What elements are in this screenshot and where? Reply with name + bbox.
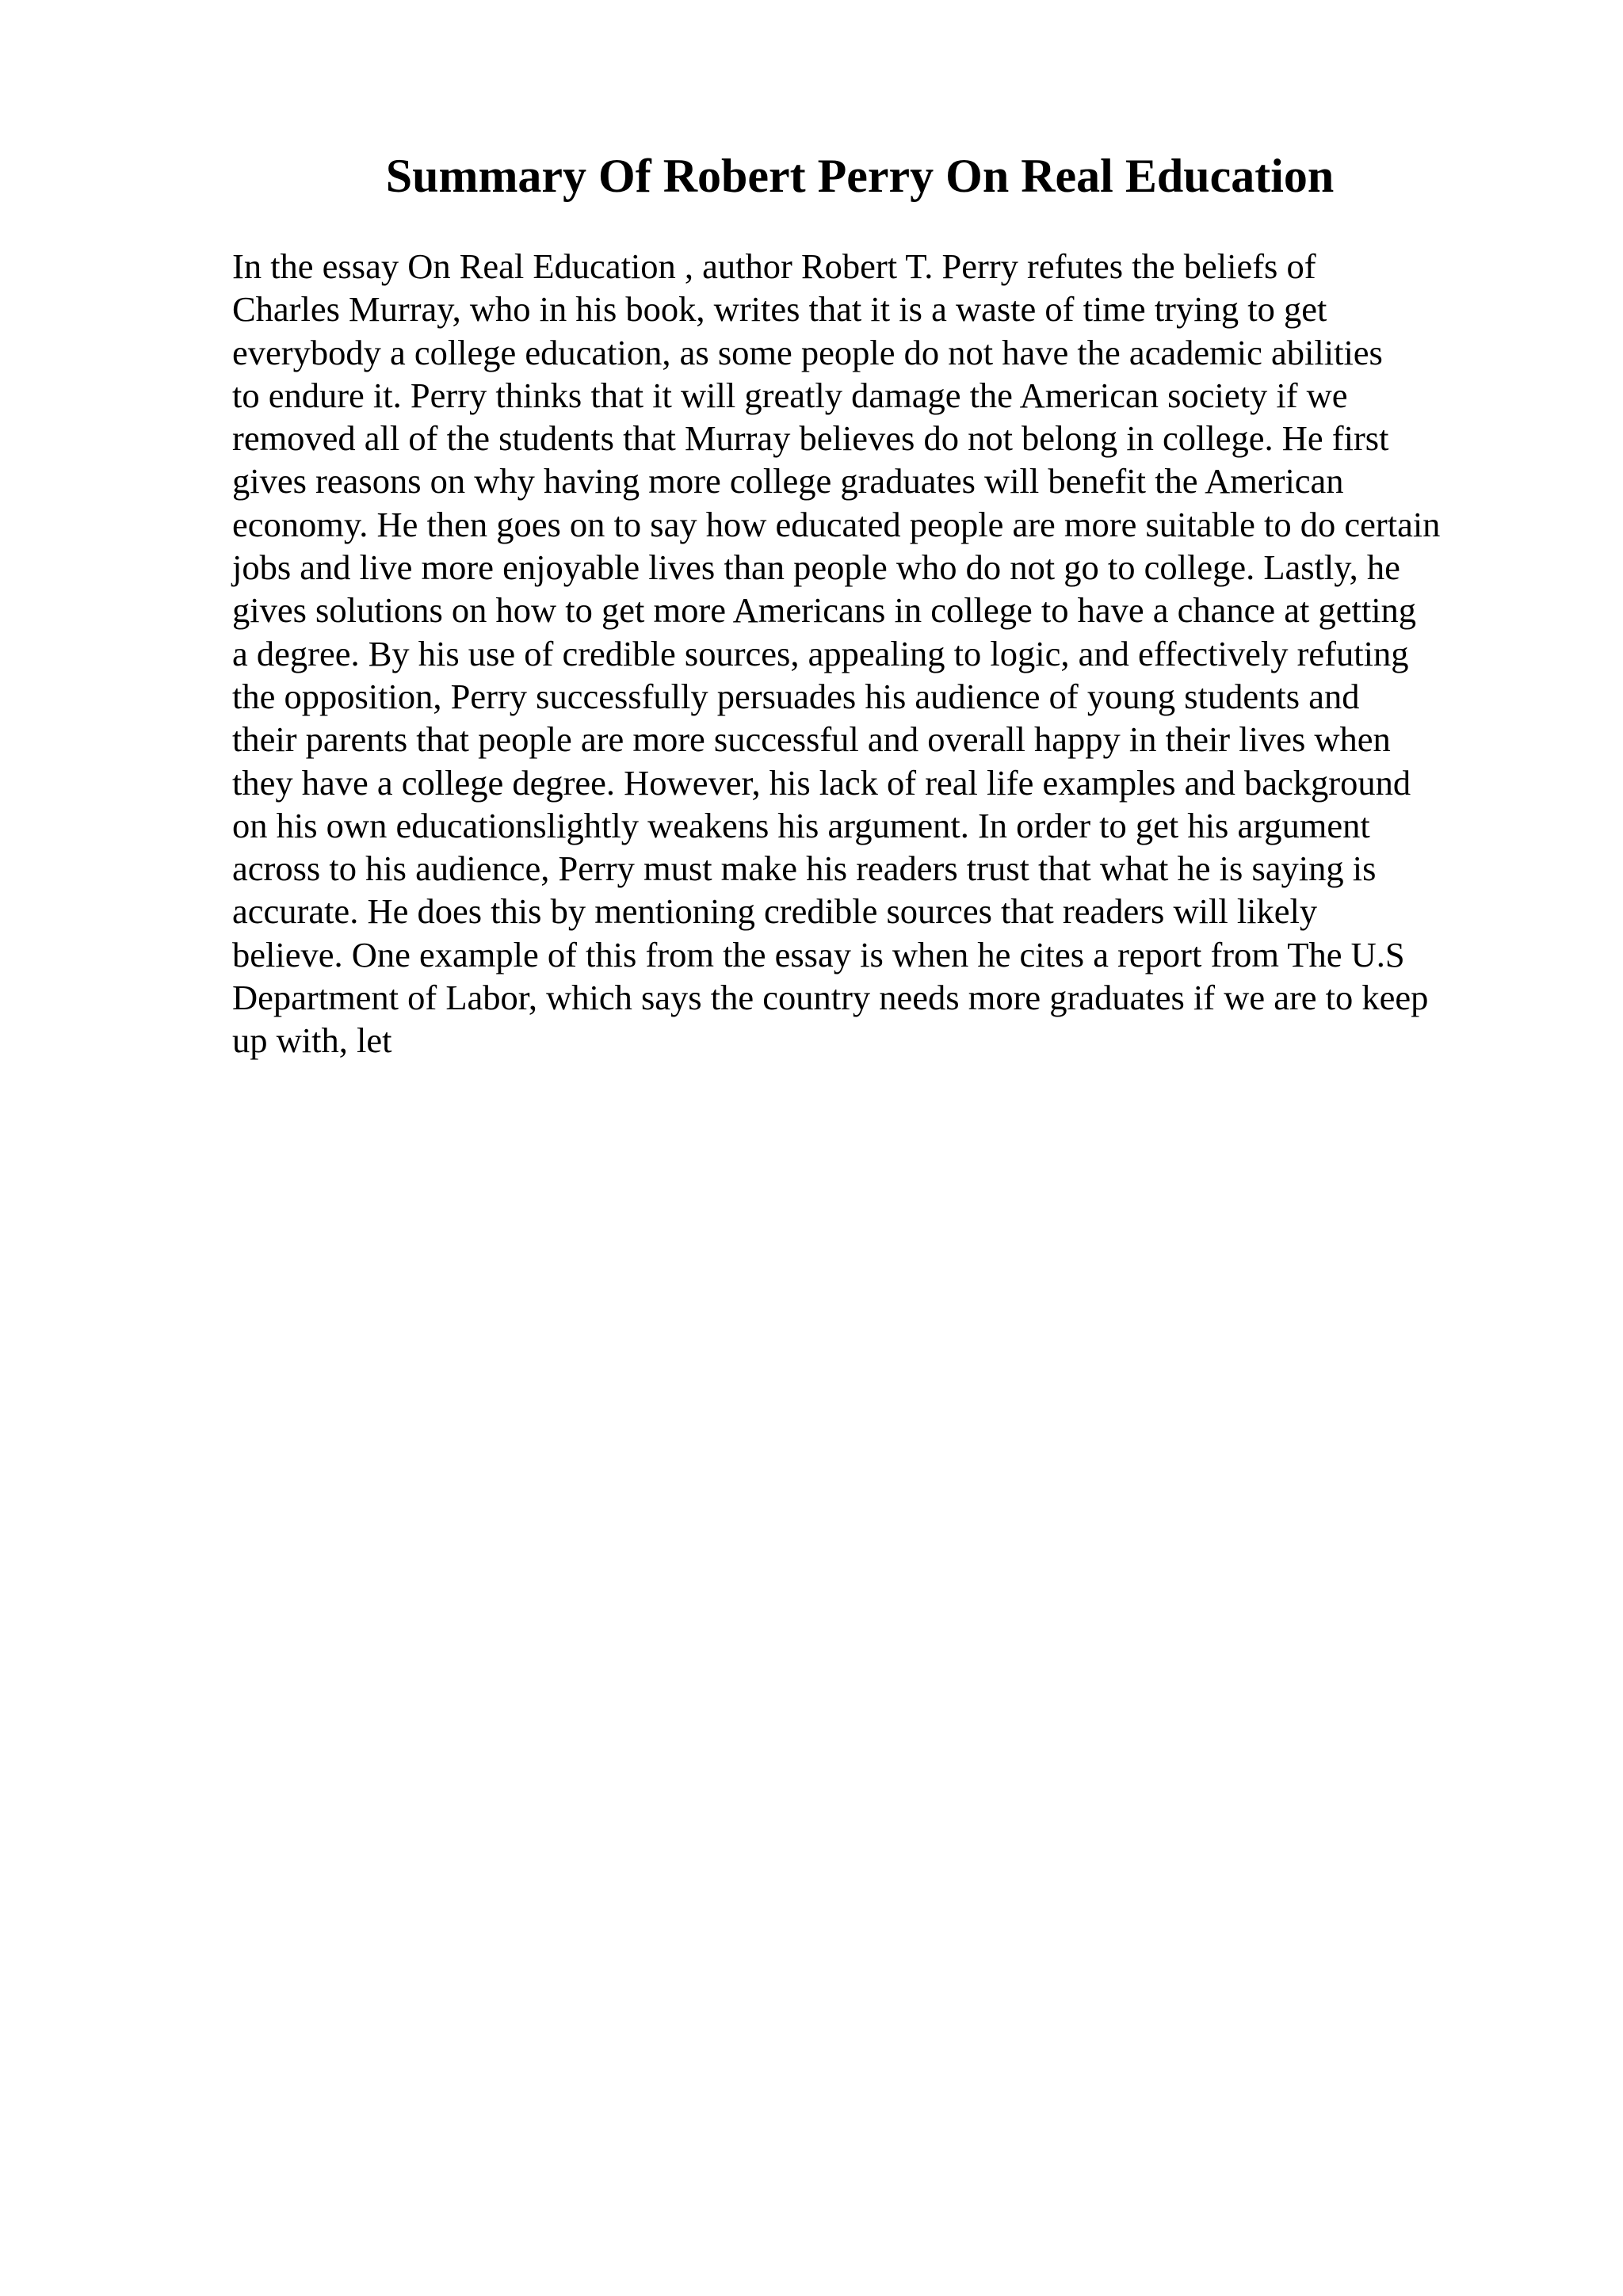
text-line: In the essay On Real Education , author Robert T. Perry refutes the beliefs of xyxy=(232,246,1316,286)
body-paragraph xyxy=(232,245,1532,1062)
text-line: gives reasons on why having more college graduates will benefit the American xyxy=(232,461,1344,502)
text-line: on his own educationslightly weakens his argument. In order to get his argument xyxy=(232,805,1370,845)
text-line: the opposition, Perry successfully persuades his audience of young students and xyxy=(232,676,1360,716)
text-line: removed all of the students that Murray believes do not belong in college. He first xyxy=(232,418,1389,459)
text-line: across to his audience, Perry must make his readers trust that what he is saying is xyxy=(232,849,1377,889)
document-title: Summary Of Robert Perry On Real Education xyxy=(385,150,1335,202)
text-line: Department of Labor, which says the country needs more graduates if we are to keep xyxy=(232,978,1429,1018)
text-line: their parents that people are more successful and overall happy in their lives when xyxy=(232,719,1391,760)
text-line: everybody a college education, as some people do not have the academic abilities xyxy=(232,332,1383,372)
text-line: jobs and live more enjoyable lives than people who do not go to college. Lastly, he xyxy=(232,547,1400,588)
text-line: a degree. By his use of credible sources, appealing to logic, and effectively refuting xyxy=(232,633,1409,673)
text-line: they have a college degree. However, his lack of real life examples and background xyxy=(232,762,1411,803)
text-line: Charles Murray, who in his book, writes that it is a waste of time trying to get xyxy=(232,289,1327,330)
text-line: gives solutions on how to get more Americans in college to have a chance at getting xyxy=(232,590,1417,631)
text-line: economy. He then goes on to say how educated people are more suitable to do certain xyxy=(232,504,1441,544)
text-line: accurate. He does this by mentioning credible sources that readers will likely xyxy=(232,891,1318,932)
text-line: believe. One example of this from the essay is when he cites a report from The U.S xyxy=(232,934,1405,974)
text-line: up with, let xyxy=(232,1020,392,1061)
text-line: to endure it. Perry thinks that it will greatly damage the American society if we xyxy=(232,375,1348,415)
